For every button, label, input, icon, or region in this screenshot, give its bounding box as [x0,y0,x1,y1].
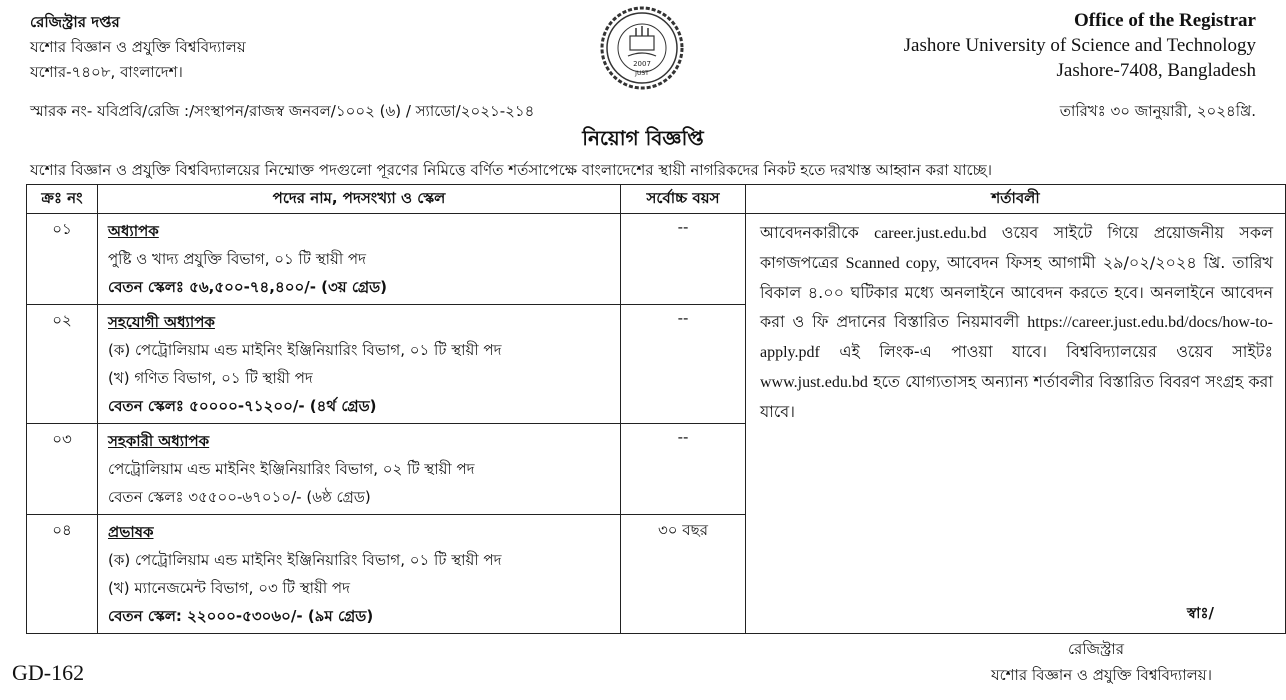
en-office-name: Office of the Registrar [1073,10,1256,31]
post-title: প্রভাষক [108,523,154,541]
header-post: পদের নাম, পদসংখ্যা ও স্কেল [98,185,621,214]
post-detail: (ক) পেট্রোলিয়াম এন্ড মাইনিং ইঞ্জিনিয়ারিং বিভাগ, ০১ টি স্থায়ী পদ [108,551,502,569]
intro-paragraph: যশোর বিজ্ঞান ও প্রযুক্তি বিশ্ববিদ্যালয়ের নিম্মোক্ত পদগুলো পূরণের নিমিত্তে বর্ণিত শর্তসাপেক্ষে বাংলাদেশের স্থায়ী নাগরিকদের নিকট হতে দরখাস্ত আহ্বান করা যাচ্ছে। [30,161,993,179]
memo-date: তারিখঃ ৩০ জানুয়ারী, ২০২৪খ্রি. [1059,102,1256,120]
university-seal-icon [600,6,684,90]
table-header-row [27,185,1286,214]
pay-scale: বেতন স্কেলঃ ৫৬,৫০০-৭৪,৪০০/- (৩য় গ্রেড) [108,278,388,296]
bangla-letterhead [30,10,246,85]
how-to-apply-link[interactable]: https://career.just.edu.bd/docs/how-to-apply.pdf [760,314,1273,361]
post-title: সহকারী অধ্যাপক [108,432,210,450]
max-age: -- [677,218,689,236]
memo-reference: স্মারক নং- যবিপ্রবি/রেজি :/সংস্থাপন/রাজস্ব জনবল/১০০২ (৬) / স্যাডো/২০২১-২১৪ [30,102,535,120]
max-age: -- [677,309,689,327]
university-logo [600,6,684,90]
post-detail: (খ) ম্যানেজমেন্ট বিভাগ, ০৩ টি স্থায়ী পদ [108,579,350,597]
recruitment-table [26,184,1286,634]
svg-text:JUST: JUST [635,70,649,77]
advertisement-code: GD-162 [12,660,85,685]
table-row [27,214,1286,305]
header-sl: ক্রঃ নং [27,185,98,214]
row-serial: ০৩ [52,430,72,448]
english-letterhead [904,8,1256,83]
row-serial: ০১ [52,220,72,238]
page-title: নিয়োগ বিজ্ঞপ্তি [582,126,704,150]
signatory-university: যশোর বিজ্ঞান ও প্রযুক্তি বিশ্ববিদ্যালয়। [990,666,1212,684]
post-detail: (ক) পেট্রোলিয়াম এন্ড মাইনিং ইঞ্জিনিয়ারিং বিভাগ, ০১ টি স্থায়ী পদ [108,341,502,359]
svg-text:2007: 2007 [633,60,651,68]
max-age: ৩০ বছর [658,521,708,539]
bn-address: যশোর-৭৪০৮, বাংলাদেশ। [30,63,183,81]
pay-scale: বেতন স্কেলঃ ৩৫৫০০-৬৭০১০/- (৬ষ্ঠ গ্রেড) [108,488,371,506]
row-serial: ০৪ [52,521,72,539]
university-website-link[interactable]: www.just.edu.bd [760,374,868,391]
pay-scale: বেতন স্কেলঃ ৫০০০০-৭১২০০/- (৪র্থ গ্রেড) [108,397,377,415]
row-serial: ০২ [52,311,72,329]
en-address: Jashore-7408, Bangladesh [1056,60,1256,81]
en-university-name: Jashore University of Science and Technology [903,35,1256,56]
career-site-link[interactable]: career.just.edu.bd [874,225,987,242]
pay-scale: বেতন স্কেল: ২২০০০-৫৩০৬০/- (৯ম গ্রেড) [108,607,374,625]
post-detail: পেট্রোলিয়াম এন্ড মাইনিং ইঞ্জিনিয়ারিং বিভাগ, ০২ টি স্থায়ী পদ [108,460,475,478]
bn-office-name: রেজিস্ট্রার দপ্তর [30,13,120,31]
post-detail: পুষ্টি ও খাদ্য প্রযুক্তি বিভাগ, ০১ টি স্থায়ী পদ [108,250,366,268]
bn-university-name: যশোর বিজ্ঞান ও প্রযুক্তি বিশ্ববিদ্যালয় [30,38,246,56]
max-age: -- [677,428,689,446]
registrar-title: রেজিস্ট্রার [1067,640,1124,658]
header-age: সর্বোচ্চ বয়স [621,185,746,214]
conditions-text: আবেদনকারীকে career.just.edu.bd ওয়েব সাইটে গিয়ে প্রয়োজনীয় সকল কাগজপত্রের Scanned copy, আবেদন ফিসহ আগামী ২৯/০২/২০২৪ খ্রি. তারিখ বিকাল ৪.০০ ঘটিকার মধ্যে অনলাইনে আবেদন করতে হবে। অনলাইনে আবেদন করা ও ফি প্রদানের বিস্তারিত নিয়মাবলী https://career.just.edu.bd/docs/how-to-apply.pdf এই লিংক-এ পাওয়া যাবে। বিশ্ববিদ্যালয়ের ওয়েব সাইটঃ www.just.edu.bd হতে যোগ্যতাসহ অন্যান্য শর্তাবলীর বিস্তারিত বিবরণ সংগ্রহ করা যাবে। [760,223,1274,421]
post-title: অধ্যাপক [108,222,159,240]
header-conditions: শর্তাবলী [746,185,1286,214]
post-detail: (খ) গণিত বিভাগ, ০১ টি স্থায়ী পদ [108,369,313,387]
post-title: সহযোগী অধ্যাপক [108,313,215,331]
signature-mark: স্বাঃ/ [1187,604,1214,622]
